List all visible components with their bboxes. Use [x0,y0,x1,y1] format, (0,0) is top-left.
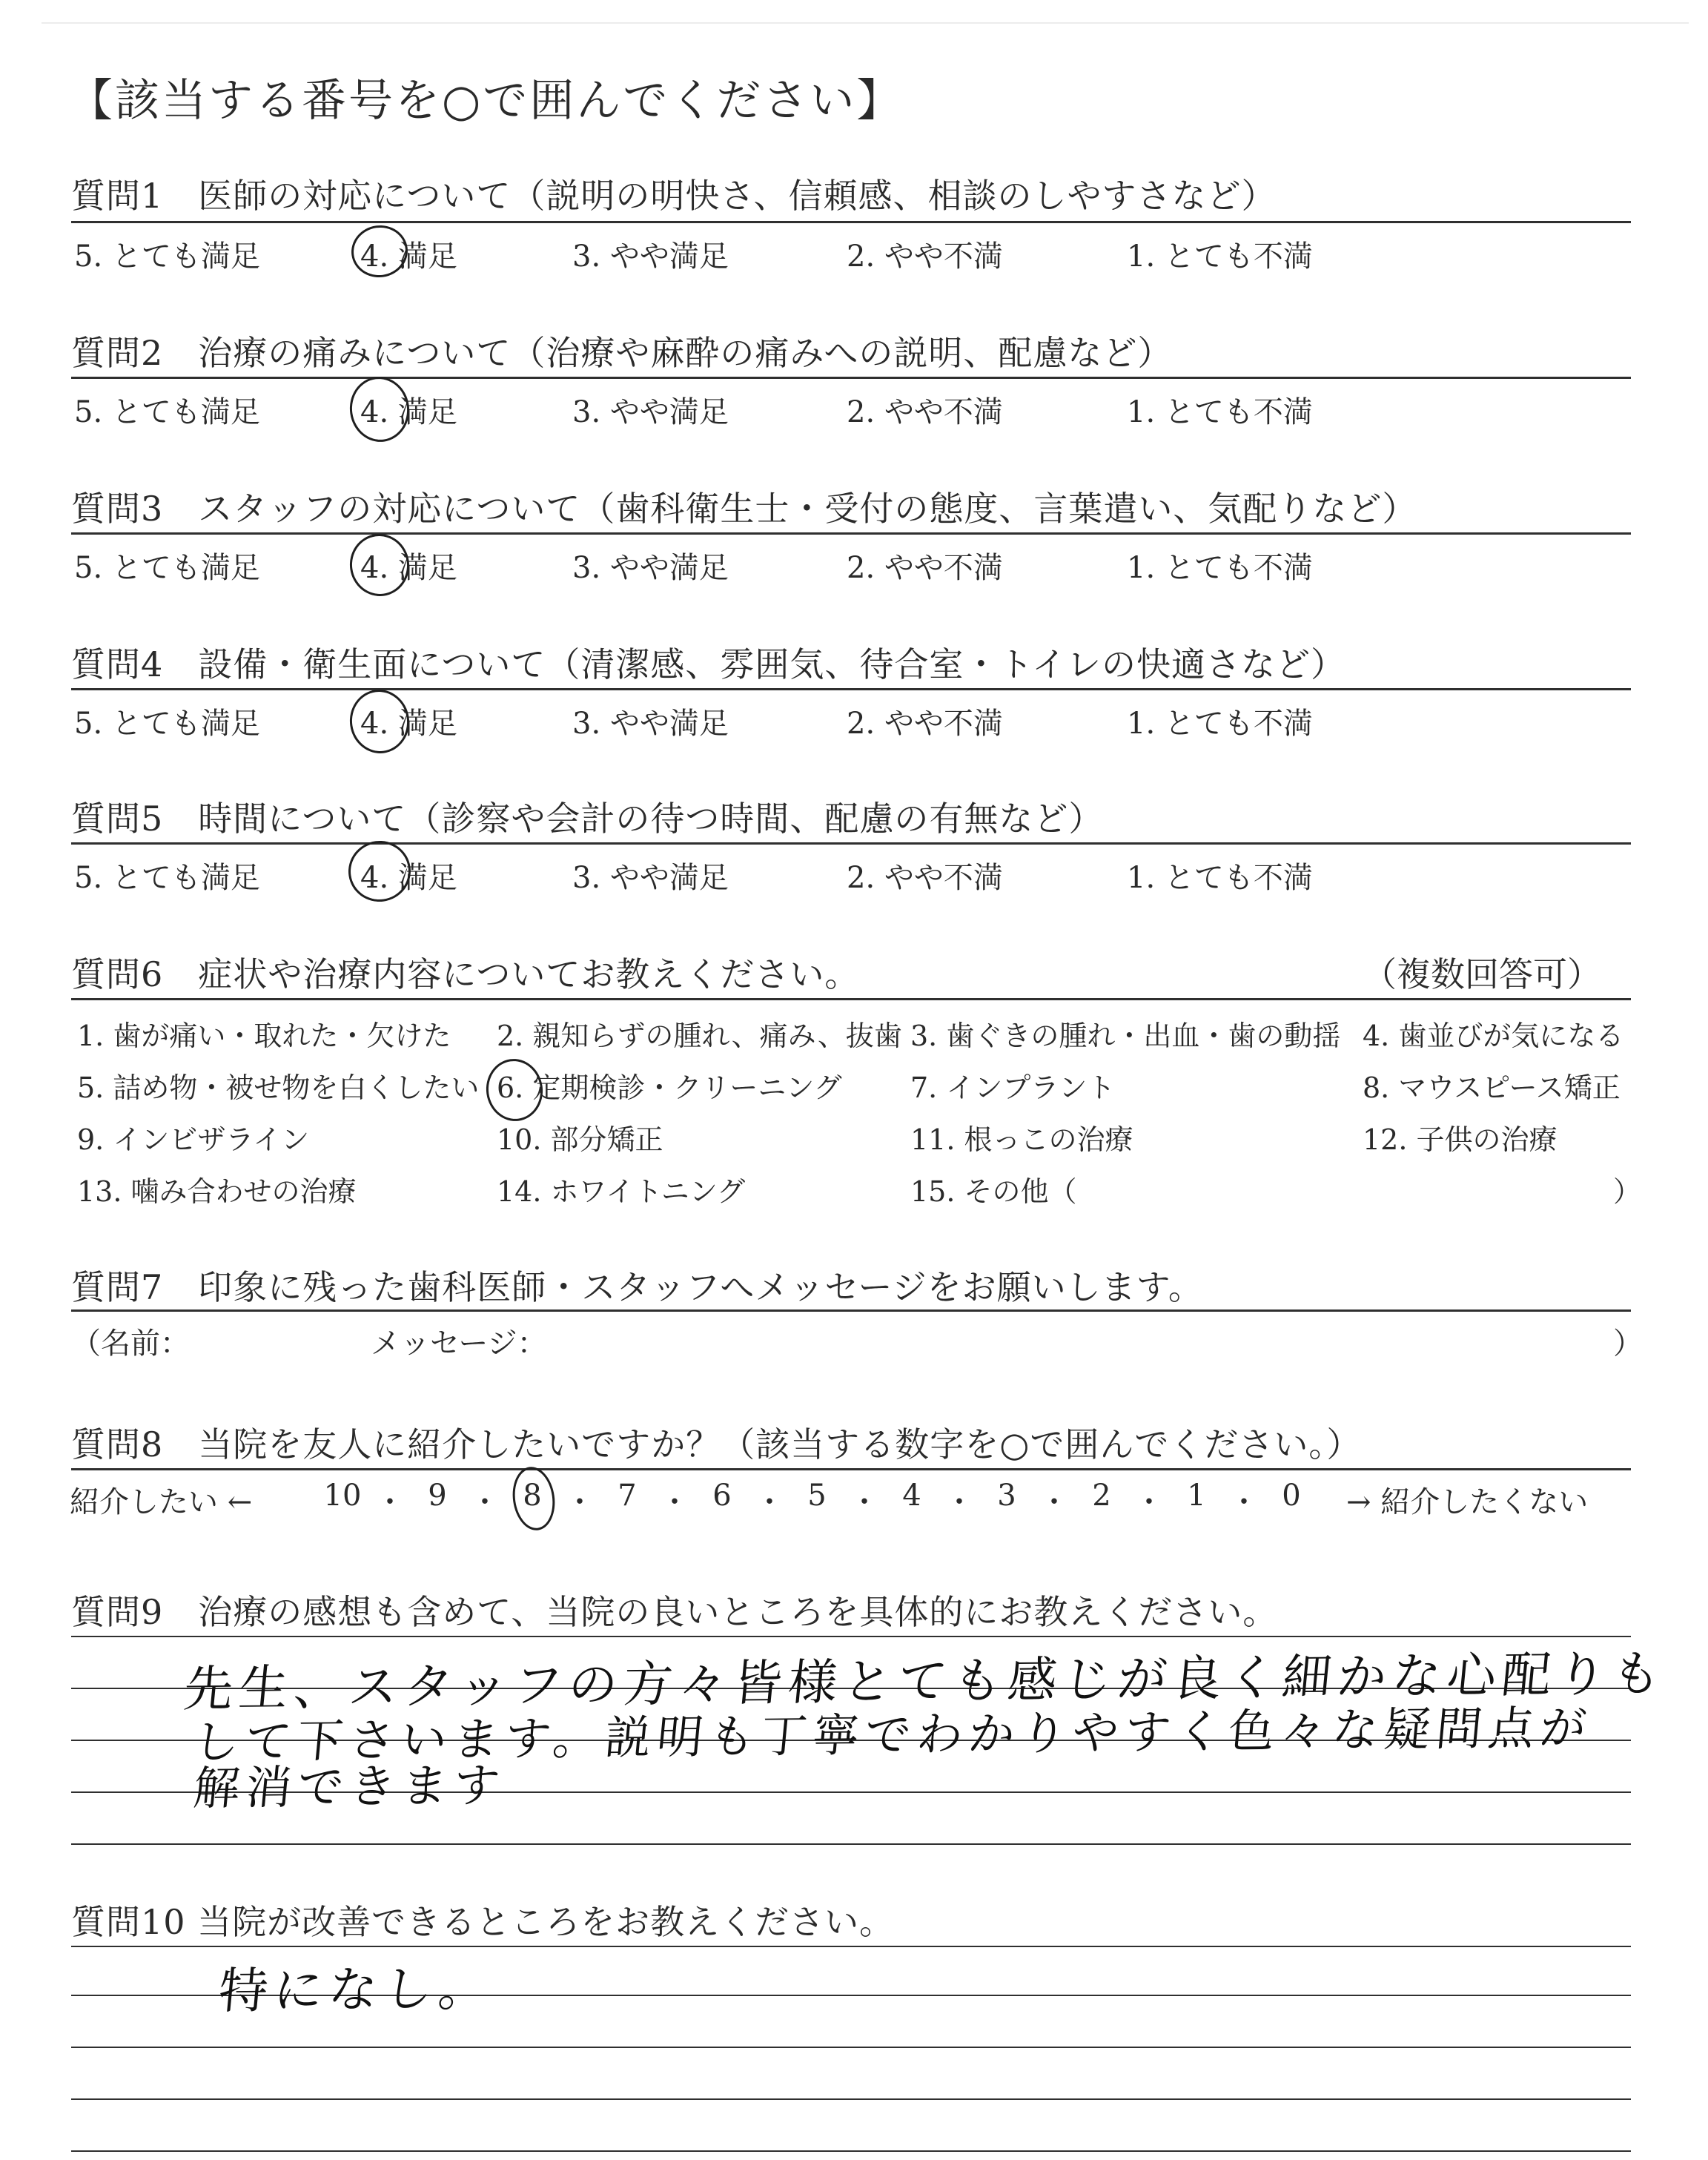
q4-title: 質問4 設備・衛生面について（清潔感、雰囲気、待合室・トイレの快適さなど） [71,644,1346,684]
q5-option-5[interactable]: 5. とても満足 [74,861,260,895]
q2-option-1[interactable]: 1. とても不満 [1127,395,1313,429]
q8-scale-separator: ・ [375,1485,405,1519]
q6-title: 質問6 症状や治療内容についてお教えください。 [71,954,860,994]
q8-left-label: 紹介したい ← [70,1485,253,1519]
q6-item-5[interactable]: 5. 詰め物・被せ物を白くしたい [77,1071,480,1104]
instruction-heading: 【該当する番号を○で囲んでください】 [68,75,904,127]
q10-answer-line-4 [71,2098,1631,2100]
q3-title: 質問3 スタッフの対応について（歯科衛生士・受付の態度、言葉遣い、気配りなど） [71,489,1417,529]
q4-selection-circle [345,686,413,757]
q10-answer-line-5 [71,2150,1631,2152]
q1-rule [71,221,1631,223]
q4-option-5[interactable]: 5. とても満足 [74,707,260,741]
q3-option-3[interactable]: 3. やや満足 [572,551,729,585]
q8-scale-separator: ・ [470,1485,500,1519]
q2-option-2[interactable]: 2. やや不満 [847,395,1003,429]
q10-answer-line-3 [71,2047,1631,2048]
q5-title: 質問5 時間について（診察や会計の待つ時間、配慮の有無など） [71,799,1104,839]
q7-close: ） [1613,1327,1643,1361]
q4-rule [71,688,1631,690]
q6-item-4[interactable]: 4. 歯並びが気になる [1363,1020,1624,1052]
q6-item-15[interactable]: 15. その他（ [910,1175,1077,1208]
q3-option-2[interactable]: 2. やや不満 [847,551,1003,585]
q9-handwritten-answer-3: 解消できます [191,1757,509,1816]
q8-scale-option-2[interactable]: 8 [523,1479,542,1513]
q4-option-2[interactable]: 2. やや不満 [847,707,1003,741]
q2-option-5[interactable]: 5. とても満足 [74,395,260,429]
q6-rule [71,998,1631,1000]
q8-scale-separator: ・ [565,1485,595,1519]
q1-option-1[interactable]: 1. とても不満 [1127,240,1313,274]
q8-scale-option-3[interactable]: 7 [618,1479,637,1513]
q6-item-13[interactable]: 13. 噛み合わせの治療 [77,1175,357,1208]
q8-rule [71,1468,1631,1470]
q7-message-label: メッセージ： [371,1327,547,1361]
q8-scale-separator: ・ [944,1485,974,1519]
q6-item-3[interactable]: 3. 歯ぐきの腫れ・出血・歯の動揺 [910,1020,1341,1052]
q7-rule [71,1309,1631,1312]
q8-title: 質問8 当院を友人に紹介したいですか？（該当する数字を○で囲んでください。） [71,1424,1362,1464]
q3-option-5[interactable]: 5. とても満足 [74,551,260,585]
q5-rule [71,842,1631,845]
q2-option-3[interactable]: 3. やや満足 [572,395,729,429]
q10-handwritten-answer: 特になし。 [216,1960,497,2020]
q3-rule [71,532,1631,535]
q2-title: 質問2 治療の痛みについて（治療や麻酔の痛みへの説明、配慮など） [71,333,1173,373]
q8-scale-option-1[interactable]: 9 [428,1479,447,1513]
q9-answer-line-5 [71,1843,1631,1845]
q4-option-1[interactable]: 1. とても不満 [1127,707,1313,741]
q8-scale-option-10[interactable]: 0 [1282,1479,1301,1513]
top-border [42,22,1689,24]
q3-option-1[interactable]: 1. とても不満 [1127,551,1313,585]
q5-option-4[interactable]: 4. 満足 [360,861,457,895]
q6-item-14[interactable]: 14. ホワイトニング [497,1175,746,1208]
q3-option-4[interactable]: 4. 満足 [360,551,457,585]
q2-selection-circle [345,373,413,446]
q8-selection-circle [509,1464,558,1533]
q1-option-2[interactable]: 2. やや不満 [847,240,1003,274]
q6-other-close: ） [1613,1175,1642,1208]
q8-right-label: → 紹介したくない [1346,1485,1589,1519]
q8-scale-separator: ・ [755,1485,784,1519]
q8-scale-option-0[interactable]: 10 [323,1479,362,1513]
q9-title: 質問9 治療の感想も含めて、当院の良いところを具体的にお教えください。 [71,1592,1278,1632]
q9-handwritten-answer-1: 先生、スタッフの方々皆様とても感じが良く細かな心配りも [181,1645,1670,1718]
q10-answer-line-1 [71,1946,1631,1947]
q8-scale-option-7[interactable]: 3 [997,1479,1016,1513]
q6-item-7[interactable]: 7. インプラント [910,1071,1116,1104]
q4-option-3[interactable]: 3. やや満足 [572,707,729,741]
q1-option-3[interactable]: 3. やや満足 [572,240,729,274]
q8-scale-separator: ・ [1134,1485,1164,1519]
q7-name-label: （名前： [71,1327,190,1361]
q8-scale-separator: ・ [1039,1485,1069,1519]
q6-multiple-note: （複数回答可） [1363,954,1601,994]
q6-item-10[interactable]: 10. 部分矯正 [497,1123,663,1156]
q5-option-2[interactable]: 2. やや不満 [847,861,1003,895]
q7-title: 質問7 印象に残った歯科医師・スタッフへメッセージをお願いします。 [71,1267,1203,1307]
q10-title: 質問10 当院が改善できるところをお教えください。 [71,1902,895,1942]
q6-item-1[interactable]: 1. 歯が痛い・取れた・欠けた [77,1020,451,1052]
q2-rule [71,377,1631,379]
q8-scale-separator: ・ [850,1485,879,1519]
q5-option-1[interactable]: 1. とても不満 [1127,861,1313,895]
q9-handwritten-answer-2: して下さいます。説明も丁寧でわかりやすく色々な疑問点が [191,1700,1595,1769]
q6-item-9[interactable]: 9. インビザライン [77,1123,310,1156]
q6-item-11[interactable]: 11. 根っこの治療 [910,1123,1133,1156]
q6-item-12[interactable]: 12. 子供の治療 [1363,1123,1558,1156]
q1-option-5[interactable]: 5. とても満足 [74,240,260,274]
q8-scale-option-9[interactable]: 1 [1187,1479,1206,1513]
q8-scale-option-4[interactable]: 6 [712,1479,732,1513]
q5-option-3[interactable]: 3. やや満足 [572,861,729,895]
q1-option-4[interactable]: 4. 満足 [360,240,457,274]
q1-title: 質問1 医師の対応について（説明の明快さ、信頼感、相談のしやすさなど） [71,176,1277,216]
q8-scale-option-8[interactable]: 2 [1092,1479,1111,1513]
q8-scale-option-5[interactable]: 5 [807,1479,827,1513]
q8-scale-separator: ・ [660,1485,689,1519]
q6-item-8[interactable]: 8. マウスピース矯正 [1363,1071,1621,1104]
q4-option-4[interactable]: 4. 満足 [360,707,457,741]
q8-scale-option-6[interactable]: 4 [902,1479,921,1513]
q3-selection-circle [346,530,414,600]
q6-item-2[interactable]: 2. 親知らずの腫れ、痛み、抜歯 [497,1020,902,1052]
q6-item-6[interactable]: 6. 定期検診・クリーニング [497,1071,842,1104]
q8-scale-separator: ・ [1229,1485,1259,1519]
q2-option-4[interactable]: 4. 満足 [360,395,457,429]
